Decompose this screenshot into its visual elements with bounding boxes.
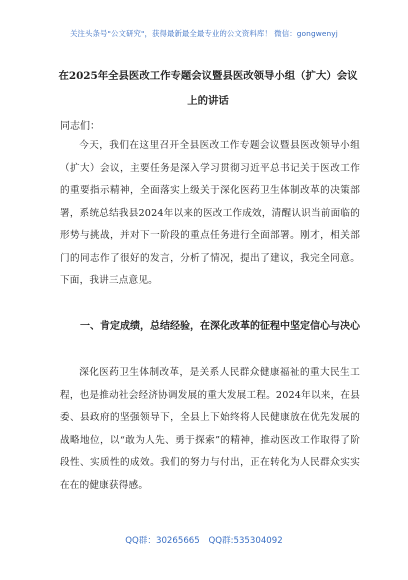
paragraph-1: 今天，我们在这里召开全县医改工作专题会议暨县医改领导小组（扩大）会议，主要任务是深入学习贯彻习近平总书记关于医改工作的重要指示精神，全面落实上级关于深化医药卫生体制改革的决策部署，系统总结我县2024年以来的医改工作成效，清醒认识当前面临的形势与挑战，并对下一阶段的重点任务进行全面部署。刚才，相关部门的同志作了很好的发言，分析了情况，提出了建议，我完全同意。下面，我讲三点意见。 — [60, 140, 360, 286]
paragraph-2: 深化医药卫生体制改革，是关系人民群众健康福祉的重大民生工程，也是推动社会经济协调发展的重大发展工程。2024年以来，在县委、县政府的坚强领导下，全县上下始终将人民健康放在优先发展的战略地位，以“敢为人先、勇于探索”的精神，推动医改工作取得了阶段性、实质性的成效。我们的努力与付出，正在转化为人民群众实实在在的健康获得感。 — [60, 367, 360, 491]
header-note: 关注头条号"公文研究"，获得最新最全最专业的公文资料库！ 微信：gongwenyj — [70, 29, 338, 38]
footer-qq-groups: QQ群：30265665 QQ群:535304092 — [125, 536, 283, 546]
document-title: 在2025年全县医改工作专题会议暨县医改领导小组（扩大）会议上的讲话 — [58, 70, 358, 107]
greeting: 同志们： — [60, 121, 100, 132]
section-heading-1: 一、肯定成绩，总结经验，在深化改革的征程中坚定信心与决心 — [80, 321, 360, 332]
